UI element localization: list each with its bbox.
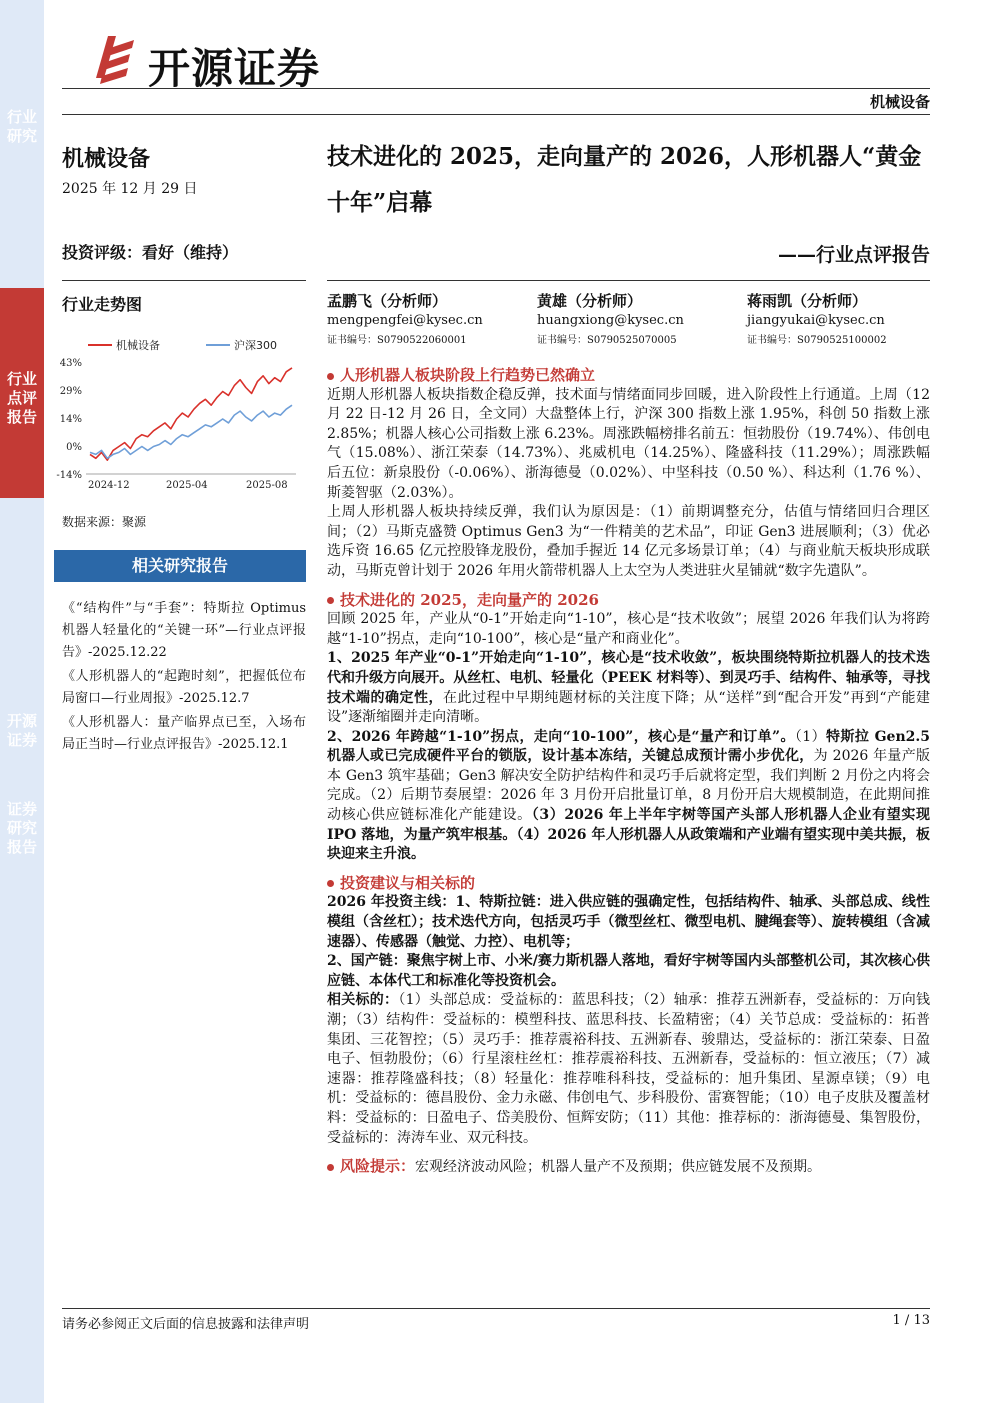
left-industry: 机械设备 <box>62 146 151 172</box>
report-title: 技术进化的 2025，走向量产的 2026，人形机器人“黄金十年”启幕 <box>327 143 922 216</box>
sidebar-middle-text: 行业点评报告 <box>6 370 37 426</box>
paragraph: 2、国产链：聚焦宇树上市、小米/赛力斯机器人落地，看好宇树等国内头部整机公司，其次核心供应链、本体代工和标准化等投资机会。 <box>327 953 930 989</box>
paragraph: 上周人形机器人板块持续反弹，我们认为原因是：（1）前期调整充分，估值与情绪回归合理区间；（2）马斯克盛赞 Optimus Gen3 为“一件精美的艺术品”，印证 Gen3 进展顺利；（3）优必选斥资 16.65 亿元控股锋龙股份，叠加手握近 14 亿元多场景订单；（4）与商业航天板块形成联动，马斯克曾计划于 2026 年用火箭带机器人上太空为人类进驻火星铺就“数字先遣队”。 <box>327 504 930 579</box>
bullet-icon <box>327 1164 334 1171</box>
bullet-icon <box>327 880 334 887</box>
title-rule <box>327 280 930 281</box>
trend-title: 行业走势图 <box>62 295 143 314</box>
paragraph: 相关标的：（1）头部总成：受益标的：蓝思科技；（2）轴承：推荐五洲新春，受益标的：万向钱潮；（3）结构件：受益标的：模塑科技、蓝思科技、长盈精密；（4）关节总成：受益标的：拓普集团、三花智控；（5）灵巧手：推荐震裕科技、五洲新春、骏鼎达，受益标的：浙江荣泰、日盈电子、恒勃股份；（6）行星滚柱丝杠：推荐震裕科技、五洲新春，受益标的：恒立液压；（7）减速器：推荐隆盛科技；（8）轻量化：推荐唯科科技，受益标的：旭升集团、星源卓镁；（9）电机：受益标的：德昌股份、金力永磁、伟创电气、步科股份、雷赛智能；（10）电子皮肤及覆盖材料：受益标的：日盈电子、岱美股份、恒辉安防；（11）其他：推荐标的：浙海德曼、集智股份，受益标的：涛涛车业、双元科技。 <box>327 992 931 1146</box>
y-tick-label: -14% <box>56 470 82 481</box>
x-tick-label: 2025-08 <box>246 480 288 491</box>
sidebar-bottom-text-2: 证券研究报告 <box>6 800 37 856</box>
industry-trend-chart <box>56 334 306 504</box>
x-tick-label: 2024-12 <box>88 480 130 491</box>
analyst-name: 蒋雨凯（分析师） <box>747 292 868 310</box>
analyst-name: 孟鹏飞（分析师） <box>327 292 448 310</box>
bullet-icon <box>327 373 334 380</box>
investment-rating: 投资评级：看好（维持） <box>62 243 239 262</box>
analyst-cert: 证书编号：S0790525070005 <box>537 335 677 346</box>
footer-disclaimer: 请务必参阅正文后面的信息披露和法律声明 <box>62 1317 310 1332</box>
section-heading: 人形机器人板块阶段上行趋势已然确立 <box>327 366 930 386</box>
section-heading: 技术进化的 2025，走向量产的 2026 <box>327 591 930 611</box>
left-rule <box>62 280 306 281</box>
analyst-name: 黄雄（分析师） <box>537 292 643 310</box>
analyst-3 <box>747 291 887 351</box>
paragraph: 近期人形机器人板块指数企稳反弹，技术面与情绪面同步回暖，进入阶段性上行通道。上周（12 月 22 日-12 月 26 日，全文同）大盘整体上行，沪深 300 指数上涨 1.95%，科创 50 指数上涨 2.85%；机器人核心公司指数上涨 6.23%。周涨跌幅榜排名前五：恒勃股份（19.74%）、伟创电气（15.08%）、浙江荣泰（14.73%）、兆威机电（14.25%）、隆盛科技（11.29%）；周涨跌幅后五位：新泉股份（-0.06%）、浙海德曼（0.02%）、中坚科技（0.50 %）、科达利（1.76 %）、斯菱智驱（2.03%）。 <box>327 386 930 501</box>
legend-label: 沪深300 <box>234 339 277 352</box>
related-reports-list <box>62 598 306 758</box>
paragraph: 2026 年投资主线：1、特斯拉链：进入供应链的强确定性，包括结构件、轴承、头部总成、线性模组（含丝杠）；技术迭代方向，包括灵巧手（微型丝杠、微型电机、腱绳套等）、旋转模组（含减速器）、传感器（触觉、力控）、电机等； <box>327 894 930 950</box>
analyst-cert: 证书编号：S0790522060001 <box>327 335 467 346</box>
analyst-email[interactable]: huangxiong@kysec.cn <box>537 313 684 328</box>
y-tick-label: 0% <box>66 442 82 453</box>
paragraph: 回顾 2025 年，产业从“0-1”开始走向“1-10”，核心是“技术收敛”；展望 2026 年我们认为将跨越“1-10”拐点，走向“10-100”，核心是“量产和商业化”。 <box>327 611 930 647</box>
page-number: 1 / 13 <box>892 1313 930 1328</box>
section-heading: 投资建议与相关标的 <box>327 874 930 894</box>
report-subtitle: ——行业点评报告 <box>777 244 930 266</box>
kysec-logo-icon <box>88 30 144 90</box>
series-line <box>90 368 292 460</box>
y-tick-label: 29% <box>59 386 82 397</box>
x-tick-label: 2025-04 <box>166 480 208 491</box>
analyst-email[interactable]: jiangyukai@kysec.cn <box>747 313 885 328</box>
footer-rule <box>62 1308 930 1309</box>
sidebar-red-block <box>0 288 44 498</box>
sidebar <box>0 0 44 1403</box>
bullet-icon <box>327 597 334 604</box>
report-body <box>327 366 930 1178</box>
analyst-1 <box>327 291 483 351</box>
related-report-item[interactable]: 《“结构件”与“手套”：特斯拉 Optimus 机器人轻量化的“关键一环”—行业点评报告》-2025.12.22 <box>62 601 306 660</box>
header-rule-top <box>62 88 930 89</box>
sidebar-bottom-text-1: 开源证券 <box>6 712 37 749</box>
related-reports-title: 相关研究报告 <box>54 550 306 582</box>
related-report-item[interactable]: 《人形机器人的“起跑时刻”，把握低位布局窗口—行业周报》-2025.12.7 <box>62 669 306 706</box>
risk-paragraph: 风险提示：宏观经济波动风险；机器人量产不及预期；供应链发展不及预期。 <box>327 1157 930 1178</box>
header-rule-bottom <box>62 114 930 115</box>
legend-label: 机械设备 <box>116 339 160 352</box>
sidebar-top-text: 行业研究 <box>6 108 37 145</box>
related-report-item[interactable]: 《人形机器人：量产临界点已至，入场布局正当时—行业点评报告》-2025.12.1 <box>62 715 306 752</box>
logo-text: 开源证券 <box>148 44 321 93</box>
analyst-email[interactable]: mengpengfei@kysec.cn <box>327 313 483 328</box>
y-tick-label: 43% <box>59 358 82 369</box>
analyst-2 <box>537 291 684 351</box>
report-date: 2025 年 12 月 29 日 <box>62 181 198 197</box>
header-industry: 机械设备 <box>869 93 930 111</box>
y-tick-label: 14% <box>59 414 82 425</box>
paragraph: 2、2026 年跨越“1-10”拐点，走向“10-100”，核心是“量产和订单”。（1）特斯拉 Gen2.5 机器人或已完成硬件平台的锁版，设计基本冻结，关键总成预计需小步优化，为 2026 年量产版本 Gen3 筑牢基础；Gen3 解决安全防护结构件和灵巧手后就将定型，我们判断 2 月份之内将会完成。（2）后期节奏展望：2026 年 3 月份开启批量订单，8 月份开启大规模制造，在此期间推动核心供应链标准化产能建设。（3）2026 年上半年宇树等国产头部人形机器人企业有望实现 IPO 落地，为量产筑牢根基。（4）2026 年人形机器人从政策端和产业端有望实现中美共振，板块迎来主升浪。 <box>327 728 931 863</box>
chart-source: 数据来源：聚源 <box>62 515 147 529</box>
paragraph: 1、2025 年产业“0-1”开始走向“1-10”，核心是“技术收敛”，板块围绕特斯拉机器人的技术迭代和升级方向展开。从丝杠、电机、轻量化（PEEK 材料等）、到灵巧手、结构件、轴承等，寻找技术端的确定性，在此过程中早期纯题材标的关注度下降；从“送样”到“配合开发”再到“产能建设”逐渐缩圈并走向清晰。 <box>327 650 930 726</box>
analyst-cert: 证书编号：S0790525100002 <box>747 335 887 346</box>
